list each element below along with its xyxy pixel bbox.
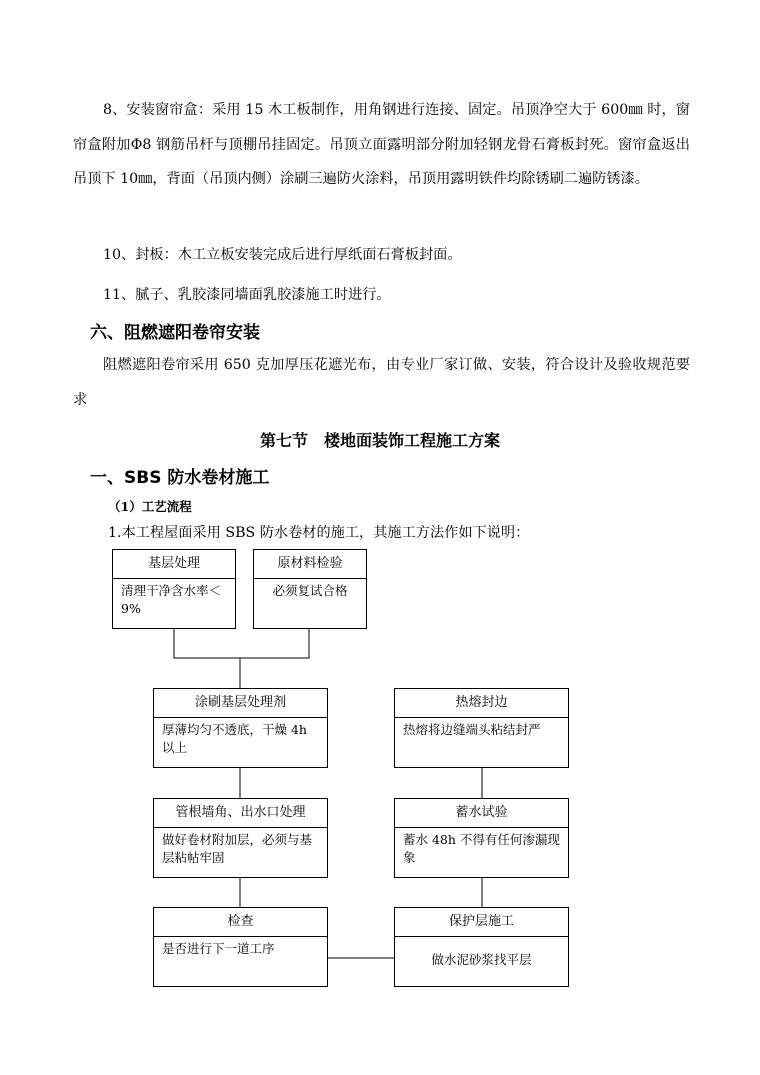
flow-box-seal-body: 热熔将边缝端头粘结封严 xyxy=(403,722,541,737)
flow-box-base-title: 基层处理 xyxy=(113,550,235,579)
flow-box-primer-body: 厚薄均匀不透底，干燥 4h 以上 xyxy=(162,722,307,755)
paragraph-sealing-board: 10、封板：木工立板安装完成后进行厚纸面石膏板封面。 xyxy=(103,247,462,263)
flow-box-check-body: 是否进行下一道工序 xyxy=(162,941,275,956)
flow-box-pipe-title: 管根墙角、出水口处理 xyxy=(154,799,327,828)
flow-box-check-title: 检查 xyxy=(154,908,327,937)
flow-box-material-body: 必须复试合格 xyxy=(272,583,348,598)
flow-box-water xyxy=(394,798,569,878)
flow-box-pipe xyxy=(153,798,328,878)
subsection-sbs-heading: 一、SBS 防水卷材施工 xyxy=(90,468,270,488)
flow-box-protect-title: 保护层施工 xyxy=(395,908,568,937)
section-7-title: 第七节 楼地面装饰工程施工方案 xyxy=(259,431,500,450)
flow-box-protect-body: 做水泥砂浆找平层 xyxy=(431,952,532,967)
paragraph-putty-paint: 11、腻子、乳胶漆同墙面乳胶漆施工时进行。 xyxy=(103,287,391,303)
flow-box-protect xyxy=(394,907,569,987)
flow-box-material-title: 原材料检验 xyxy=(254,550,366,579)
flow-box-primer xyxy=(153,688,328,768)
process-flow-heading: （1）工艺流程 xyxy=(108,499,192,514)
flow-box-water-body: 蓄水 48h 不得有任何渗漏现象 xyxy=(403,832,560,865)
flow-box-pipe-body: 做好卷材附加层，必须与基层粘帖牢固 xyxy=(162,832,313,865)
flow-box-primer-title: 涂刷基层处理剂 xyxy=(154,689,327,718)
flow-box-base-body: 清理干净含水率＜9% xyxy=(121,583,222,616)
section-6-heading: 六、阻燃遮阳卷帘安装 xyxy=(90,323,260,343)
paragraph-roller-blind: 阻燃遮阳卷帘采用 650 克加厚压花遮光布，由专业厂家订做、安装，符合设计及验收规范要求 xyxy=(73,357,690,408)
flow-box-base xyxy=(112,549,236,629)
flow-box-water-title: 蓄水试验 xyxy=(395,799,568,828)
flow-box-seal xyxy=(394,688,569,768)
flow-box-seal-title: 热熔封边 xyxy=(395,689,568,718)
paragraph-window-box: 8、安装窗帘盒：采用 15 木工板制作，用角钢进行连接、固定。吊顶净空大于 600㎜ 时，窗帘盒附加Φ8 钢筋吊杆与顶棚吊挂固定。吊顶立面露明部分附加轻钢龙骨石膏板封死。窗帘盒返出吊顶下 10㎜，背面（吊顶内侧）涂刷三遍防火涂料，吊顶用露明铁件均除锈刷二遍防锈漆。 xyxy=(73,102,690,187)
flow-box-material xyxy=(253,549,367,629)
connector-top-merge xyxy=(174,629,309,658)
sbs-intro-text: 1.本工程屋面采用 SBS 防水卷材的施工，其施工方法作如下说明： xyxy=(108,525,530,541)
flow-box-check xyxy=(153,907,328,987)
